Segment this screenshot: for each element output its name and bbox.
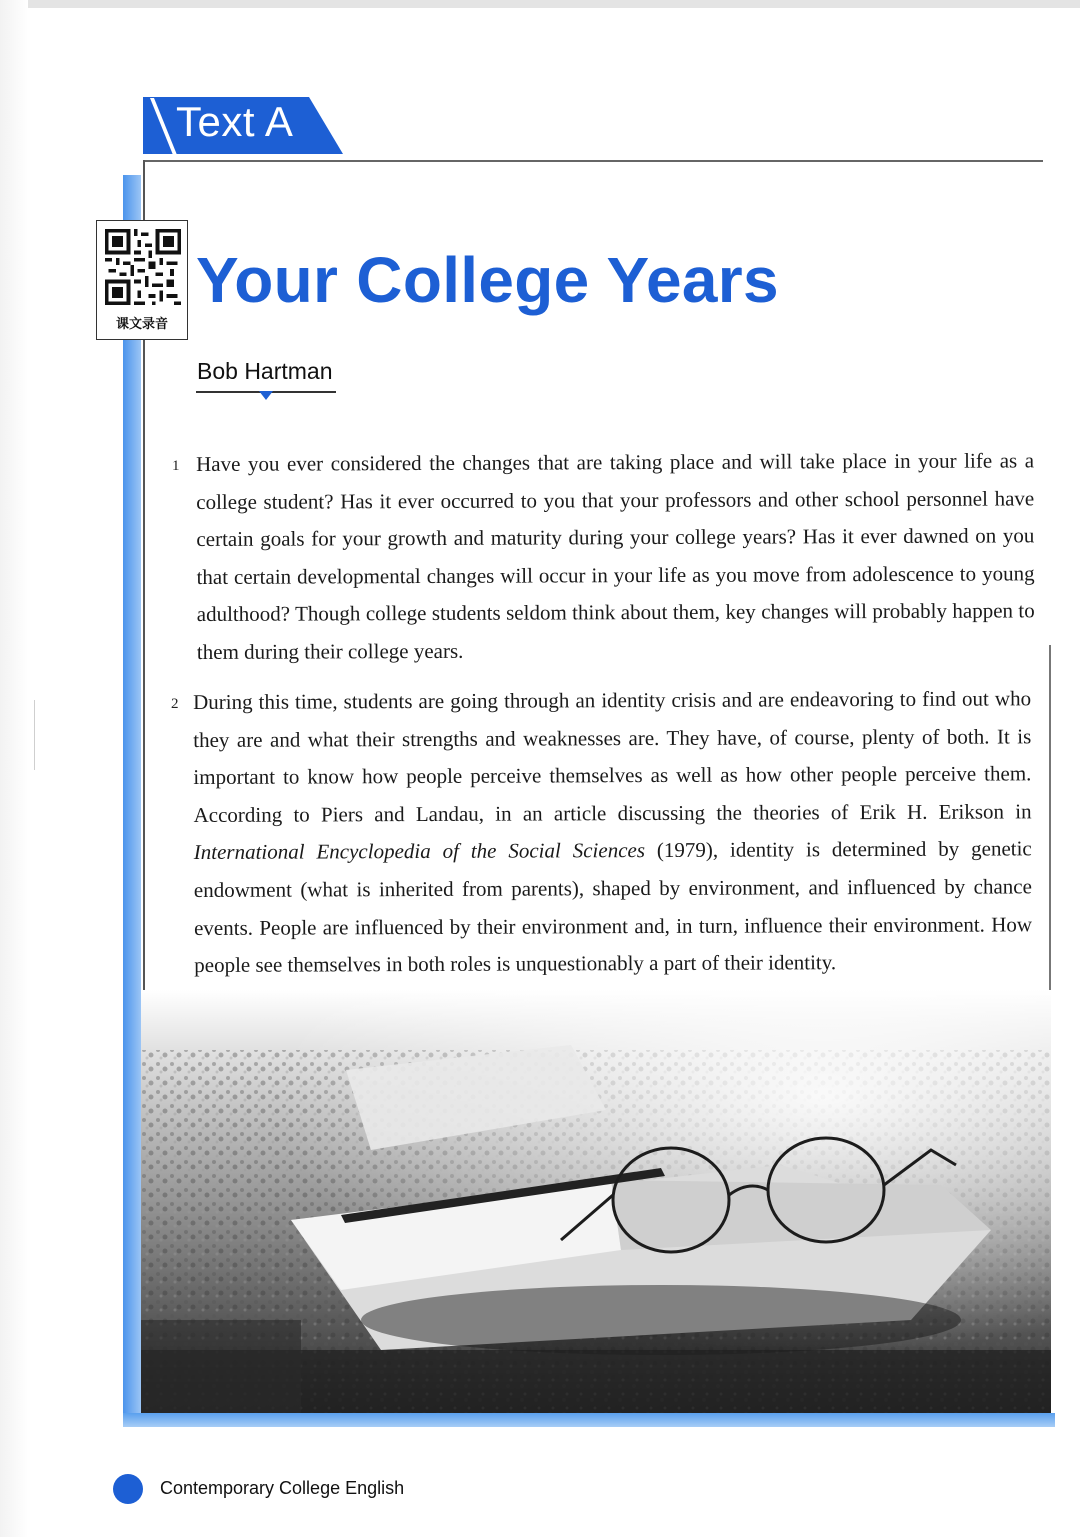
blue-side-strip: [123, 175, 141, 1425]
page-edge: [0, 0, 1080, 8]
header-rule: [143, 160, 1043, 162]
footer-book-title: Contemporary College English: [160, 1478, 405, 1498]
paragraph-number: 1: [172, 458, 180, 474]
paragraph-text: During this time, students are going through an identity crisis and are endeavoring to find out who they are and what their strengths and weaknesses are. They have, of course, plenty of both. It is important to know how people perceive themselves as well as how other people perceive them. According to Piers and Landau, in an article discussing the theories of Erik H. Erikson in: [193, 686, 1032, 827]
qr-caption: 课文录音: [115, 317, 168, 332]
paragraph-text: (1979), identity is determined by genetic endowment (what is inherited from parents), shaped by environment, and influenced by chance events. People are influenced by their environment and, in turn, influence their environment. How people see themselves in both roles is unquestionably a part of their identity.: [193, 836, 1033, 978]
paragraph-number: 2: [171, 696, 179, 712]
margin-rule: [34, 700, 35, 770]
author-name: Bob Hartman: [197, 358, 333, 384]
audio-qr-code-box[interactable]: [96, 220, 188, 340]
glasses-on-open-book-icon: [141, 990, 1051, 1415]
paragraph: Have you ever considered the changes that are taking place and will take place in your life as a college student? Has it ever occurred to you that your professors and other school personnel have certain goals for your growth and maturity during your college years? Has it ever dawned on you that certain developmental changes will occur in your life as you move from adolescence to young adulthood? Though college students seldom think about them, key changes will probably happen to them during their college years.: [196, 448, 1035, 664]
section-tab-label: Text A: [176, 98, 294, 145]
page-shadow: [0, 0, 28, 1537]
paragraph: [193, 680, 1032, 984]
caret-down-icon: [259, 391, 273, 400]
page-number-dot: [113, 1474, 143, 1504]
qr-code-icon[interactable]: [105, 229, 181, 305]
page-title: Your College Years: [196, 244, 779, 316]
book-title-italic: International Encyclopedia of the Social Sciences: [193, 838, 646, 865]
blue-bottom-strip: [123, 1413, 1055, 1427]
glasses-on-book-photo: [141, 990, 1051, 1415]
